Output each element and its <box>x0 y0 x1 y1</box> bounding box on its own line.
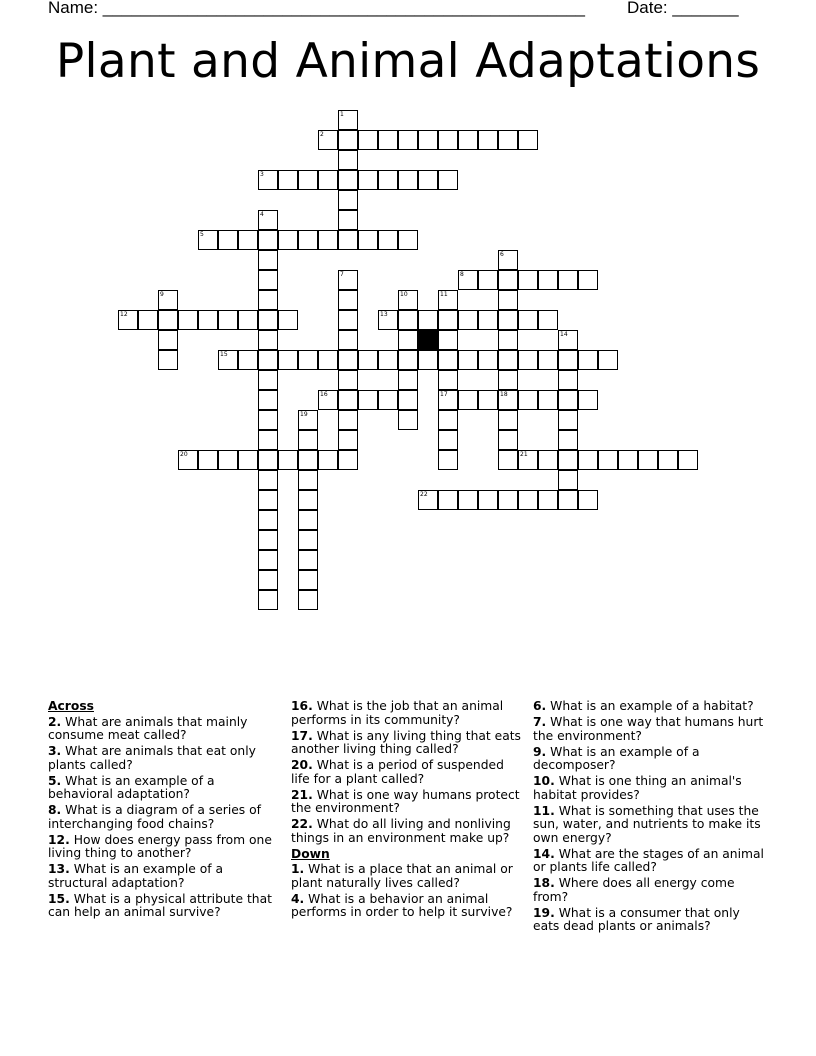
crossword-cell[interactable] <box>558 450 578 470</box>
clue-number: 16 <box>320 391 328 398</box>
clue-text: What are animals that eat only plants called? <box>48 744 256 772</box>
crossword-cell[interactable] <box>358 130 378 150</box>
crossword-cell[interactable] <box>238 310 258 330</box>
crossword-cell[interactable] <box>478 490 498 510</box>
crossword-cell[interactable] <box>318 230 338 250</box>
crossword-cell[interactable] <box>338 190 358 210</box>
across-clue <box>48 863 283 890</box>
clue-number: 16. <box>291 699 313 713</box>
crossword-cell[interactable] <box>458 390 478 410</box>
across-clue <box>48 834 283 861</box>
crossword-cell[interactable] <box>558 430 578 450</box>
clue-number: 22 <box>420 491 428 498</box>
clue-number: 15. <box>48 891 70 906</box>
clue-number: 5. <box>48 773 62 788</box>
crossword-cell[interactable] <box>258 450 278 470</box>
clue-number: 15 <box>220 351 228 358</box>
crossword-cell[interactable] <box>198 450 218 470</box>
crossword-cell[interactable] <box>398 310 418 330</box>
crossword-cell[interactable] <box>378 390 398 410</box>
clue-text: What is a consumer that only eats dead plants or animals? <box>533 905 740 933</box>
clue-text: What are the stages of an animal or plants life called? <box>533 846 764 874</box>
crossword-cell[interactable] <box>338 450 358 470</box>
clues-column-1 <box>48 700 283 922</box>
crossword-cell[interactable] <box>278 450 298 470</box>
across-clue <box>48 716 283 743</box>
crossword-cell[interactable] <box>398 170 418 190</box>
crossword-cell[interactable] <box>398 290 418 310</box>
crossword-cell[interactable] <box>498 310 518 330</box>
clue-text: Where does all energy come from? <box>533 876 735 904</box>
crossword-cell[interactable] <box>338 390 358 410</box>
crossword-cell[interactable] <box>338 330 358 350</box>
across-clue <box>291 730 526 757</box>
crossword-cell[interactable] <box>398 330 418 350</box>
crossword-cell[interactable] <box>498 130 518 150</box>
crossword-cell[interactable] <box>458 270 478 290</box>
crossword-cell[interactable] <box>498 330 518 350</box>
crossword-cell[interactable] <box>338 410 358 430</box>
crossword-cell[interactable] <box>258 250 278 270</box>
down-heading: Down <box>291 846 330 861</box>
crossword-cell[interactable] <box>418 170 438 190</box>
clue-text: What is one way that humans hurt the environment? <box>533 715 764 743</box>
crossword-cell[interactable] <box>298 410 318 430</box>
crossword-cell[interactable] <box>278 170 298 190</box>
crossword-cell[interactable] <box>258 330 278 350</box>
crossword-cell[interactable] <box>378 130 398 150</box>
crossword-cell[interactable] <box>558 270 578 290</box>
crossword-cell[interactable] <box>558 370 578 390</box>
crossword-cell[interactable] <box>258 350 278 370</box>
crossword-cell[interactable] <box>378 230 398 250</box>
crossword-cell[interactable] <box>298 510 318 530</box>
clue-number: 6 <box>500 251 504 258</box>
crossword-cell[interactable] <box>618 450 638 470</box>
crossword-cell[interactable] <box>278 350 298 370</box>
clue-text: What are animals that mainly consume meat called? <box>48 714 248 742</box>
crossword-cell[interactable] <box>418 130 438 150</box>
crossword-cell[interactable] <box>338 430 358 450</box>
clue-number: 19 <box>300 411 308 418</box>
clue-text: How does energy pass from one living thing to another? <box>48 832 272 860</box>
crossword-cell[interactable] <box>498 490 518 510</box>
crossword-cell[interactable] <box>398 350 418 370</box>
clue-number: 18 <box>500 391 508 398</box>
crossword-cell[interactable] <box>438 350 458 370</box>
crossword-cell[interactable] <box>518 350 538 370</box>
crossword-cell[interactable] <box>238 350 258 370</box>
crossword-cell[interactable] <box>258 170 278 190</box>
crossword-cell[interactable] <box>438 410 458 430</box>
crossword-cell[interactable] <box>418 310 438 330</box>
crossword-cell[interactable] <box>558 330 578 350</box>
crossword-cell[interactable] <box>678 450 698 470</box>
crossword-cell[interactable] <box>558 390 578 410</box>
crossword-cell[interactable] <box>338 170 358 190</box>
crossword-cell[interactable] <box>398 410 418 430</box>
clue-number: 8 <box>460 271 464 278</box>
crossword-cell[interactable] <box>458 350 478 370</box>
crossword-cell[interactable] <box>218 230 238 250</box>
crossword-cell[interactable] <box>258 510 278 530</box>
crossword-cell[interactable] <box>138 310 158 330</box>
crossword-cell[interactable] <box>258 490 278 510</box>
crossword-cell[interactable] <box>438 430 458 450</box>
crossword-cell[interactable] <box>518 390 538 410</box>
clue-number: 2 <box>320 131 324 138</box>
crossword-cell[interactable] <box>418 350 438 370</box>
down-clue <box>533 877 768 904</box>
crossword-cell[interactable] <box>158 310 178 330</box>
crossword-cell[interactable] <box>378 170 398 190</box>
crossword-cell[interactable] <box>338 270 358 290</box>
clue-number: 2. <box>48 714 62 729</box>
clue-number: 12. <box>48 832 70 847</box>
crossword-cell[interactable] <box>398 370 418 390</box>
clue-number: 7. <box>533 715 547 729</box>
clue-text: What is an example of a structural adaptation? <box>48 862 224 890</box>
clue-number: 17 <box>440 391 448 398</box>
crossword-cell[interactable] <box>318 130 338 150</box>
crossword-cell[interactable] <box>338 130 358 150</box>
clues-column-2 <box>291 700 526 922</box>
crossword-cell[interactable] <box>178 450 198 470</box>
across-clue <box>48 893 283 920</box>
clue-number: 14 <box>560 331 568 338</box>
across-clue <box>291 789 526 816</box>
crossword-cell[interactable] <box>438 170 458 190</box>
clue-text: What is one thing an animal's habitat provides? <box>533 774 742 802</box>
down-clue <box>533 775 768 802</box>
crossword-cell[interactable] <box>258 310 278 330</box>
crossword-cell[interactable] <box>438 290 458 310</box>
crossword-cell[interactable] <box>258 570 278 590</box>
crossword-cell[interactable] <box>438 370 458 390</box>
crossword-cell[interactable] <box>338 370 358 390</box>
crossword-cell[interactable] <box>518 450 538 470</box>
crossword-cell[interactable] <box>358 350 378 370</box>
crossword-cell[interactable] <box>238 450 258 470</box>
clue-number: 9 <box>160 291 164 298</box>
date-field-label: Date: _______ <box>627 0 739 17</box>
crossword-cell[interactable] <box>558 350 578 370</box>
crossword-cell[interactable] <box>258 550 278 570</box>
crossword-cell[interactable] <box>298 550 318 570</box>
crossword-cell[interactable] <box>598 350 618 370</box>
crossword-cell[interactable] <box>438 390 458 410</box>
crossword-cell[interactable] <box>498 410 518 430</box>
crossword-cell[interactable] <box>358 170 378 190</box>
name-field-label: Name: ___________________________________________________ <box>48 0 585 17</box>
crossword-cell[interactable] <box>498 390 518 410</box>
crossword-cell[interactable] <box>478 390 498 410</box>
across-clue <box>48 745 283 772</box>
crossword-cell[interactable] <box>438 330 458 350</box>
crossword-cell[interactable] <box>438 310 458 330</box>
blocked-cell <box>418 330 438 350</box>
crossword-cell[interactable] <box>158 350 178 370</box>
crossword-cell[interactable] <box>298 170 318 190</box>
crossword-cell[interactable] <box>298 570 318 590</box>
crossword-cell[interactable] <box>338 350 358 370</box>
page-title: Plant and Animal Adaptations <box>55 34 761 89</box>
crossword-cell[interactable] <box>658 450 678 470</box>
crossword-cell[interactable] <box>578 450 598 470</box>
crossword-cell[interactable] <box>298 350 318 370</box>
crossword-cell[interactable] <box>398 230 418 250</box>
clue-number: 6. <box>533 699 547 713</box>
crossword-cell[interactable] <box>258 370 278 390</box>
clue-number: 1 <box>340 111 344 118</box>
crossword-cell[interactable] <box>278 230 298 250</box>
crossword-cell[interactable] <box>258 410 278 430</box>
crossword-cell[interactable] <box>398 130 418 150</box>
crossword-cell[interactable] <box>258 230 278 250</box>
clue-number: 12 <box>120 311 128 318</box>
crossword-cell[interactable] <box>158 290 178 310</box>
clue-number: 17. <box>291 728 313 743</box>
clue-number: 10 <box>400 291 408 298</box>
crossword-cell[interactable] <box>338 230 358 250</box>
crossword-cell[interactable] <box>498 270 518 290</box>
clue-text: What is something that uses the sun, water, and nutrients to make its own energy? <box>533 803 761 845</box>
clue-number: 18. <box>533 876 555 890</box>
crossword-cell[interactable] <box>518 490 538 510</box>
down-clue <box>533 746 768 773</box>
crossword-cell[interactable] <box>558 470 578 490</box>
clue-text: What is the job that an animal performs in its community? <box>291 699 504 727</box>
clue-text: What is a diagram of a series of interchanging food chains? <box>48 803 261 831</box>
clue-number: 21. <box>291 787 313 802</box>
clue-text: What is an example of a decomposer? <box>533 744 700 772</box>
clue-number: 5 <box>200 231 204 238</box>
clue-text: What is an example of a behavioral adaptation? <box>48 773 215 801</box>
crossword-cell[interactable] <box>578 350 598 370</box>
crossword-cell[interactable] <box>318 390 338 410</box>
crossword-cell[interactable] <box>498 430 518 450</box>
clue-number: 13 <box>380 311 388 318</box>
across-clue <box>291 818 526 845</box>
crossword-cell[interactable] <box>438 490 458 510</box>
crossword-cell[interactable] <box>438 450 458 470</box>
crossword-cell[interactable] <box>338 290 358 310</box>
crossword-cell[interactable] <box>298 490 318 510</box>
crossword-cell[interactable] <box>478 130 498 150</box>
crossword-cell[interactable] <box>518 270 538 290</box>
crossword-cell[interactable] <box>538 310 558 330</box>
crossword-cell[interactable] <box>298 230 318 250</box>
crossword-cell[interactable] <box>258 430 278 450</box>
clue-number: 8. <box>48 803 62 817</box>
crossword-cell[interactable] <box>378 310 398 330</box>
crossword-cell[interactable] <box>238 230 258 250</box>
crossword-cell[interactable] <box>358 390 378 410</box>
crossword-cell[interactable] <box>218 310 238 330</box>
clue-number: 20. <box>291 758 313 772</box>
crossword-cell[interactable] <box>258 290 278 310</box>
down-clue <box>533 716 768 743</box>
down-clue <box>533 805 768 846</box>
crossword-cell[interactable] <box>218 350 238 370</box>
crossword-cell[interactable] <box>338 210 358 230</box>
crossword-cell[interactable] <box>258 530 278 550</box>
clue-text: What is a physical attribute that can help an animal survive? <box>48 891 272 919</box>
crossword-cell[interactable] <box>458 490 478 510</box>
down-clue <box>291 893 526 920</box>
clue-number: 22. <box>291 817 313 831</box>
crossword-cell[interactable] <box>318 450 338 470</box>
clue-number: 3 <box>260 171 264 178</box>
crossword-cell[interactable] <box>178 310 198 330</box>
crossword-cell[interactable] <box>498 290 518 310</box>
crossword-cell[interactable] <box>638 450 658 470</box>
crossword-cell[interactable] <box>198 230 218 250</box>
crossword-cell[interactable] <box>558 490 578 510</box>
clue-text: What is an example of a habitat? <box>550 699 754 713</box>
down-clue <box>533 907 768 934</box>
clue-number: 4 <box>260 211 264 218</box>
clue-number: 13. <box>48 862 70 876</box>
crossword-cell[interactable] <box>258 210 278 230</box>
crossword-cell[interactable] <box>218 450 238 470</box>
across-clue <box>48 775 283 802</box>
clue-number: 11 <box>440 291 448 298</box>
crossword-cell[interactable] <box>518 310 538 330</box>
clue-text: What is a period of suspended life for a plant called? <box>291 758 504 786</box>
crossword-cell[interactable] <box>538 350 558 370</box>
crossword-cell[interactable] <box>478 270 498 290</box>
crossword-cell[interactable] <box>498 250 518 270</box>
clue-number: 3. <box>48 744 62 758</box>
clue-number: 7 <box>340 271 344 278</box>
clue-number: 21 <box>520 451 528 458</box>
across-clue <box>291 759 526 786</box>
crossword-cell[interactable] <box>518 130 538 150</box>
clue-number: 14. <box>533 846 555 861</box>
crossword-cell[interactable] <box>578 490 598 510</box>
across-clue <box>291 700 526 727</box>
crossword-cell[interactable] <box>558 410 578 430</box>
clue-text: What do all living and nonliving things in an environment make up? <box>291 817 511 845</box>
crossword-cell[interactable] <box>298 530 318 550</box>
crossword-cell[interactable] <box>298 590 318 610</box>
crossword-cell[interactable] <box>118 310 138 330</box>
crossword-cell[interactable] <box>458 310 478 330</box>
crossword-cell[interactable] <box>338 110 358 130</box>
clue-number: 9. <box>533 744 547 759</box>
crossword-cell[interactable] <box>538 390 558 410</box>
crossword-cell[interactable] <box>538 270 558 290</box>
crossword-cell[interactable] <box>358 230 378 250</box>
across-clue <box>48 804 283 831</box>
crossword-cell[interactable] <box>298 450 318 470</box>
crossword-cell[interactable] <box>298 470 318 490</box>
crossword-cell[interactable] <box>198 310 218 330</box>
crossword-cell[interactable] <box>338 150 358 170</box>
crossword-cell[interactable] <box>478 350 498 370</box>
crossword-cell[interactable] <box>538 450 558 470</box>
crossword-cell[interactable] <box>438 130 458 150</box>
down-clue <box>533 848 768 875</box>
crossword-cell[interactable] <box>478 310 498 330</box>
clue-text: What is any living thing that eats another living thing called? <box>291 728 521 756</box>
clue-number: 11. <box>533 803 555 818</box>
crossword-cell[interactable] <box>278 310 298 330</box>
crossword-cell[interactable] <box>338 310 358 330</box>
clue-text: What is a place that an animal or plant naturally lives called? <box>291 862 513 890</box>
crossword-cell[interactable] <box>158 330 178 350</box>
down-clue <box>291 863 526 890</box>
crossword-cell[interactable] <box>318 350 338 370</box>
down-clue <box>533 700 768 714</box>
crossword-cell[interactable] <box>598 450 618 470</box>
crossword-cell[interactable] <box>258 470 278 490</box>
crossword-cell[interactable] <box>258 270 278 290</box>
crossword-cell[interactable] <box>498 370 518 390</box>
crossword-cell[interactable] <box>298 430 318 450</box>
crossword-cell[interactable] <box>498 450 518 470</box>
clue-number: 19. <box>533 905 555 920</box>
clue-number: 4. <box>291 891 305 906</box>
crossword-cell[interactable] <box>578 270 598 290</box>
clue-number: 10. <box>533 774 555 788</box>
crossword-cell[interactable] <box>418 490 438 510</box>
crossword-cell[interactable] <box>258 390 278 410</box>
clues-column-3 <box>533 700 768 936</box>
across-heading: Across <box>48 699 94 713</box>
clue-text: What is a behavior an animal performs in order to help it survive? <box>291 891 513 919</box>
crossword-cell[interactable] <box>458 130 478 150</box>
crossword-cell[interactable] <box>258 590 278 610</box>
crossword-cell[interactable] <box>398 390 418 410</box>
clue-number: 1. <box>291 862 305 876</box>
crossword-cell[interactable] <box>498 350 518 370</box>
crossword-cell[interactable] <box>538 490 558 510</box>
clue-number: 20 <box>180 451 188 458</box>
crossword-cell[interactable] <box>318 170 338 190</box>
clue-text: What is one way humans protect the environment? <box>291 787 520 815</box>
crossword-cell[interactable] <box>578 390 598 410</box>
crossword-cell[interactable] <box>378 350 398 370</box>
